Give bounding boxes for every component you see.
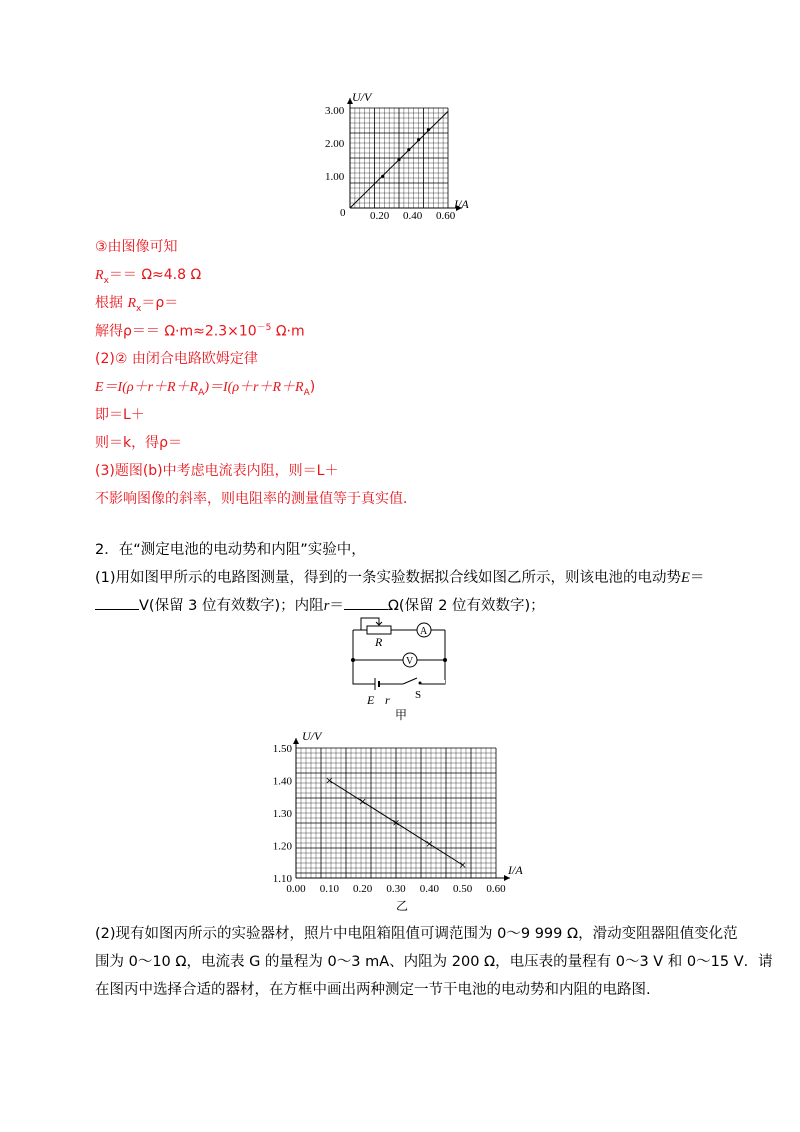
chart-y-tick-label: 1.30 (272, 808, 292, 820)
chart-point (417, 138, 420, 141)
circuit-caption: 甲 (395, 708, 408, 722)
chart-point (407, 148, 410, 151)
circuit-label-R: R (375, 635, 383, 649)
chart-1-xtick: 0.20 (370, 210, 390, 222)
circuit-label-V: V (406, 656, 414, 667)
chart-point (397, 158, 400, 161)
question-intro: 2．在“测定电池的电动势和内阻”实验中， (95, 542, 366, 558)
solution-line-9: (3)题图(b)中考虑电流表内阻，则＝L＋ (95, 463, 339, 479)
solution-line-4: 解得$\rho== \Omega\cdot m\approx 2.3\times 10^{-5}$ Ω·m (95, 323, 305, 340)
chart-1-xlabel: I/A (454, 197, 469, 211)
answer-blank-E[interactable] (95, 597, 139, 610)
circuit-diagram (345, 612, 460, 722)
chart-1-ytick: 3.00 (325, 105, 345, 117)
chart-x-tick-label: 0.40 (419, 883, 439, 895)
chart-2-xlabel: I/A (508, 863, 523, 877)
chart-y-tick-label: 1.40 (272, 775, 292, 788)
chart-point (381, 175, 384, 178)
circuit-label-A: A (420, 626, 428, 637)
question-part-1-cont: V(保留 3 位有效数字)；内阻r＝ Ω(保留 2 位有效数字)； (95, 594, 545, 615)
answer-blank-r[interactable] (344, 597, 388, 610)
chart-x-tick-label: 0.50 (453, 883, 473, 895)
chart-x-tick-label: 0.20 (353, 883, 373, 895)
solution-line-1: ③由图像可知 (95, 239, 178, 255)
solution-line-6: $E=I(\rho+r+R+R_A)=I(\rho+r+R+R_A)$ (95, 379, 316, 398)
circuit-label-E: E (367, 693, 375, 707)
chart-1-ytick: 1.00 (325, 171, 345, 183)
chart-1-xtick: 0.40 (403, 210, 423, 222)
solution-line-7: 即＝L＋ (95, 407, 145, 423)
chart-y-tick-label: 1.20 (272, 840, 292, 853)
chart-1-xtick: 0.60 (436, 210, 456, 222)
chart-y-arrow (293, 738, 299, 744)
circuit-label-S: S (415, 689, 422, 701)
chart-x-tick-label: 0.30 (386, 883, 406, 895)
circuit-label-r: r (385, 693, 390, 707)
chart-1-ytick: 2.00 (325, 138, 345, 150)
chart-x-tick-label: 0.60 (486, 883, 506, 895)
question-part-2: (2)现有如图丙所示的实验器材，照片中电阻箱阻值可调范围为 0～9 999 Ω，滑动变阻器阻值变化范 (95, 926, 738, 942)
chart-2-caption: 乙 (396, 899, 409, 913)
chart-2-ylabel: U/V (302, 729, 322, 743)
question-part-2-cont: 围为 0～10 Ω，电流表 G 的量程为 0～3 mA、内阻为 200 Ω，电压表的量程有 0～3 V 和 0～15 V．请 (95, 954, 773, 970)
question-part-2-cont2: 在图丙中选择合适的器材，在方框中画出两种测定一节干电池的电动势和内阻的电路图. (95, 982, 651, 998)
chart-1-ylabel: U/V (352, 90, 372, 104)
solution-line-5: (2)② 由闭合电路欧姆定律 (95, 351, 258, 367)
chart-1-origin: 0 (340, 207, 346, 219)
chart-x-tick-label: 0.10 (319, 883, 339, 895)
chart-1 (325, 90, 490, 225)
solution-line-3: 根据 $R_x=\rho=$ (95, 295, 179, 314)
solution-line-2: $R_x== \Omega\approx 4.8$ Ω (95, 267, 202, 286)
chart-y-tick-label: 1.50 (272, 743, 292, 755)
solution-line-8: 则＝k，得ρ＝ (95, 435, 182, 451)
chart-point (427, 128, 430, 131)
question-part-1: (1)用如图甲所示的电路图测量，得到的一条实验数据拟合线如图乙所示，则该电池的电动势E＝ (95, 570, 705, 586)
chart-y-tick-label: 1.10 (272, 873, 292, 885)
chart-x-tick-label: 0.00 (286, 883, 306, 895)
chart-2 (260, 728, 545, 913)
solution-line-10: 不影响图像的斜率，则电阻率的测量值等于真实值． (95, 491, 417, 507)
